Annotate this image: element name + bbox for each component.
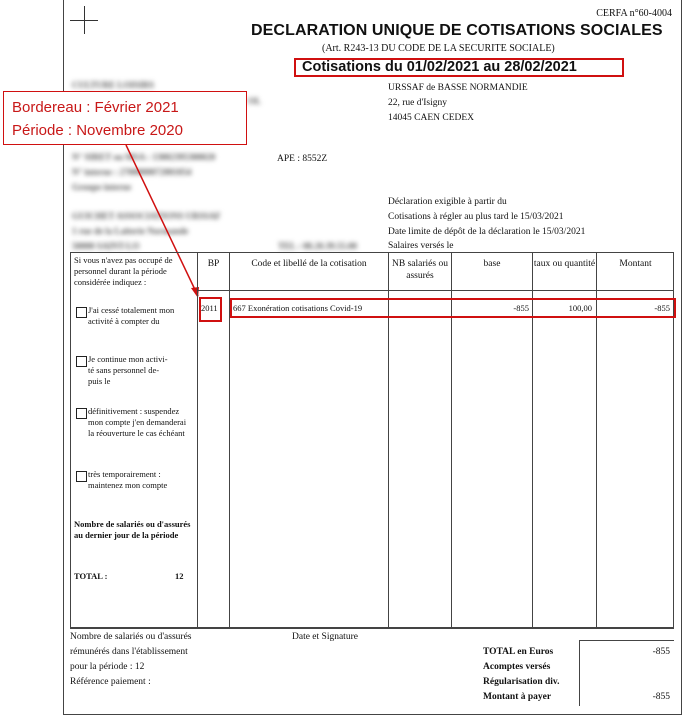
cerfa-number: CERFA n°60-4004	[596, 8, 672, 19]
regularisation-label: Régularisation div.	[483, 677, 560, 687]
callout-bordereau: Bordereau : Février 2021	[12, 99, 179, 116]
option-cessation-label: J'ai cessé totalement mon activité à compter du	[88, 305, 175, 326]
date-reglement: Cotisations à régler au plus tard le 15/03/2021	[388, 212, 564, 222]
col-base-header: base	[483, 259, 501, 269]
nb-salaries-label: Nombre de salariés ou d'assurés au dernier jour de la période	[74, 519, 191, 540]
guichet-street: 1 rue de la Laiterie Normande	[72, 226, 189, 236]
option-sans-personnel-label: Je continue mon activi-té sans personnel de-puis le	[88, 354, 168, 386]
urssaf-city: 14045 CAEN CEDEX	[388, 113, 475, 123]
total-euros-label: TOTAL en Euros	[483, 647, 554, 657]
col-montant-header: Montant	[619, 259, 652, 269]
no-personnel-header: Si vous n'avez pas occupé de personnel durant la période considérée indiquez :	[74, 255, 173, 287]
row-bp: 2011	[201, 303, 218, 313]
col-nb-header: NB salariés ou assurés	[392, 259, 448, 281]
urssaf-street: 22, rue d'Isigny	[388, 98, 447, 108]
periode-cotisations: Cotisations du 01/02/2021 au 28/02/2021	[302, 59, 577, 75]
acomptes-label: Acomptes versés	[483, 662, 551, 672]
guichet-city: 50000 SAINT-LO	[72, 241, 140, 251]
employer-line: OL	[248, 96, 262, 106]
employer-siret: N° SIRET ou MSA : 13002395300020	[72, 152, 216, 162]
document-subtitle: (Art. R243-13 DU CODE DE LA SECURITE SOCIALE)	[322, 43, 555, 54]
header-divider	[197, 290, 674, 291]
footer-nb-line1: Nombre de salariés ou d'assurés	[70, 632, 192, 642]
footer-nb-line2: rémunérés dans l'établissement	[70, 647, 188, 657]
footer-signature: Date et Signature	[292, 632, 358, 642]
column-divider	[197, 252, 198, 628]
col-code-header: Code et libellé de la cotisation	[251, 259, 367, 269]
employer-internal-number: N° interne : 2700000072001054	[72, 167, 192, 177]
footer-divider	[70, 628, 674, 629]
date-depot: Date limite de dépôt de la déclaration le 15/03/2021	[388, 227, 586, 237]
footer-reference: Référence paiement :	[70, 677, 151, 687]
document-title: DECLARATION UNIQUE DE COTISATIONS SOCIALES	[251, 22, 663, 39]
date-exigible: Déclaration exigible à partir du	[388, 197, 507, 207]
col-bp-header: BP	[207, 259, 220, 269]
col-taux-header: taux ou quantité	[533, 259, 596, 269]
guichet-name: GUICHET ASSOCIATIONS URSSAF	[72, 211, 221, 221]
guichet-phone: TEL : 08.20.39.55.00	[278, 241, 358, 251]
salaires-verses: Salaires versés le	[388, 241, 454, 251]
montant-payer-label: Montant à payer	[483, 692, 552, 702]
urssaf-name: URSSAF de BASSE NORMANDIE	[388, 83, 528, 93]
callout-periode: Période : Novembre 2020	[12, 122, 183, 139]
footer-nb-line3: pour la période : 12	[70, 662, 145, 672]
ape-code: APE : 8552Z	[277, 154, 328, 164]
row-base: -855	[513, 303, 529, 313]
row-montant: -855	[654, 303, 670, 313]
option-temporairement-label: très temporairement : maintenez mon compte	[88, 469, 168, 490]
total-value: 12	[175, 571, 184, 581]
row-taux: 100,00	[568, 303, 592, 313]
option-definitivement-label: définitivement : suspendez mon compte j'en demanderai la réouverture le cas échéant	[88, 406, 187, 438]
employer-group: Groupe interne	[72, 182, 132, 192]
employer-name: CULTURE LOISIRS	[72, 80, 154, 90]
montant-payer-value: -855	[652, 692, 670, 702]
total-label: TOTAL :	[74, 571, 108, 581]
row-code: 667 Exonération cotisations Covid-19	[233, 303, 363, 313]
total-euros-value: -855	[652, 647, 670, 657]
